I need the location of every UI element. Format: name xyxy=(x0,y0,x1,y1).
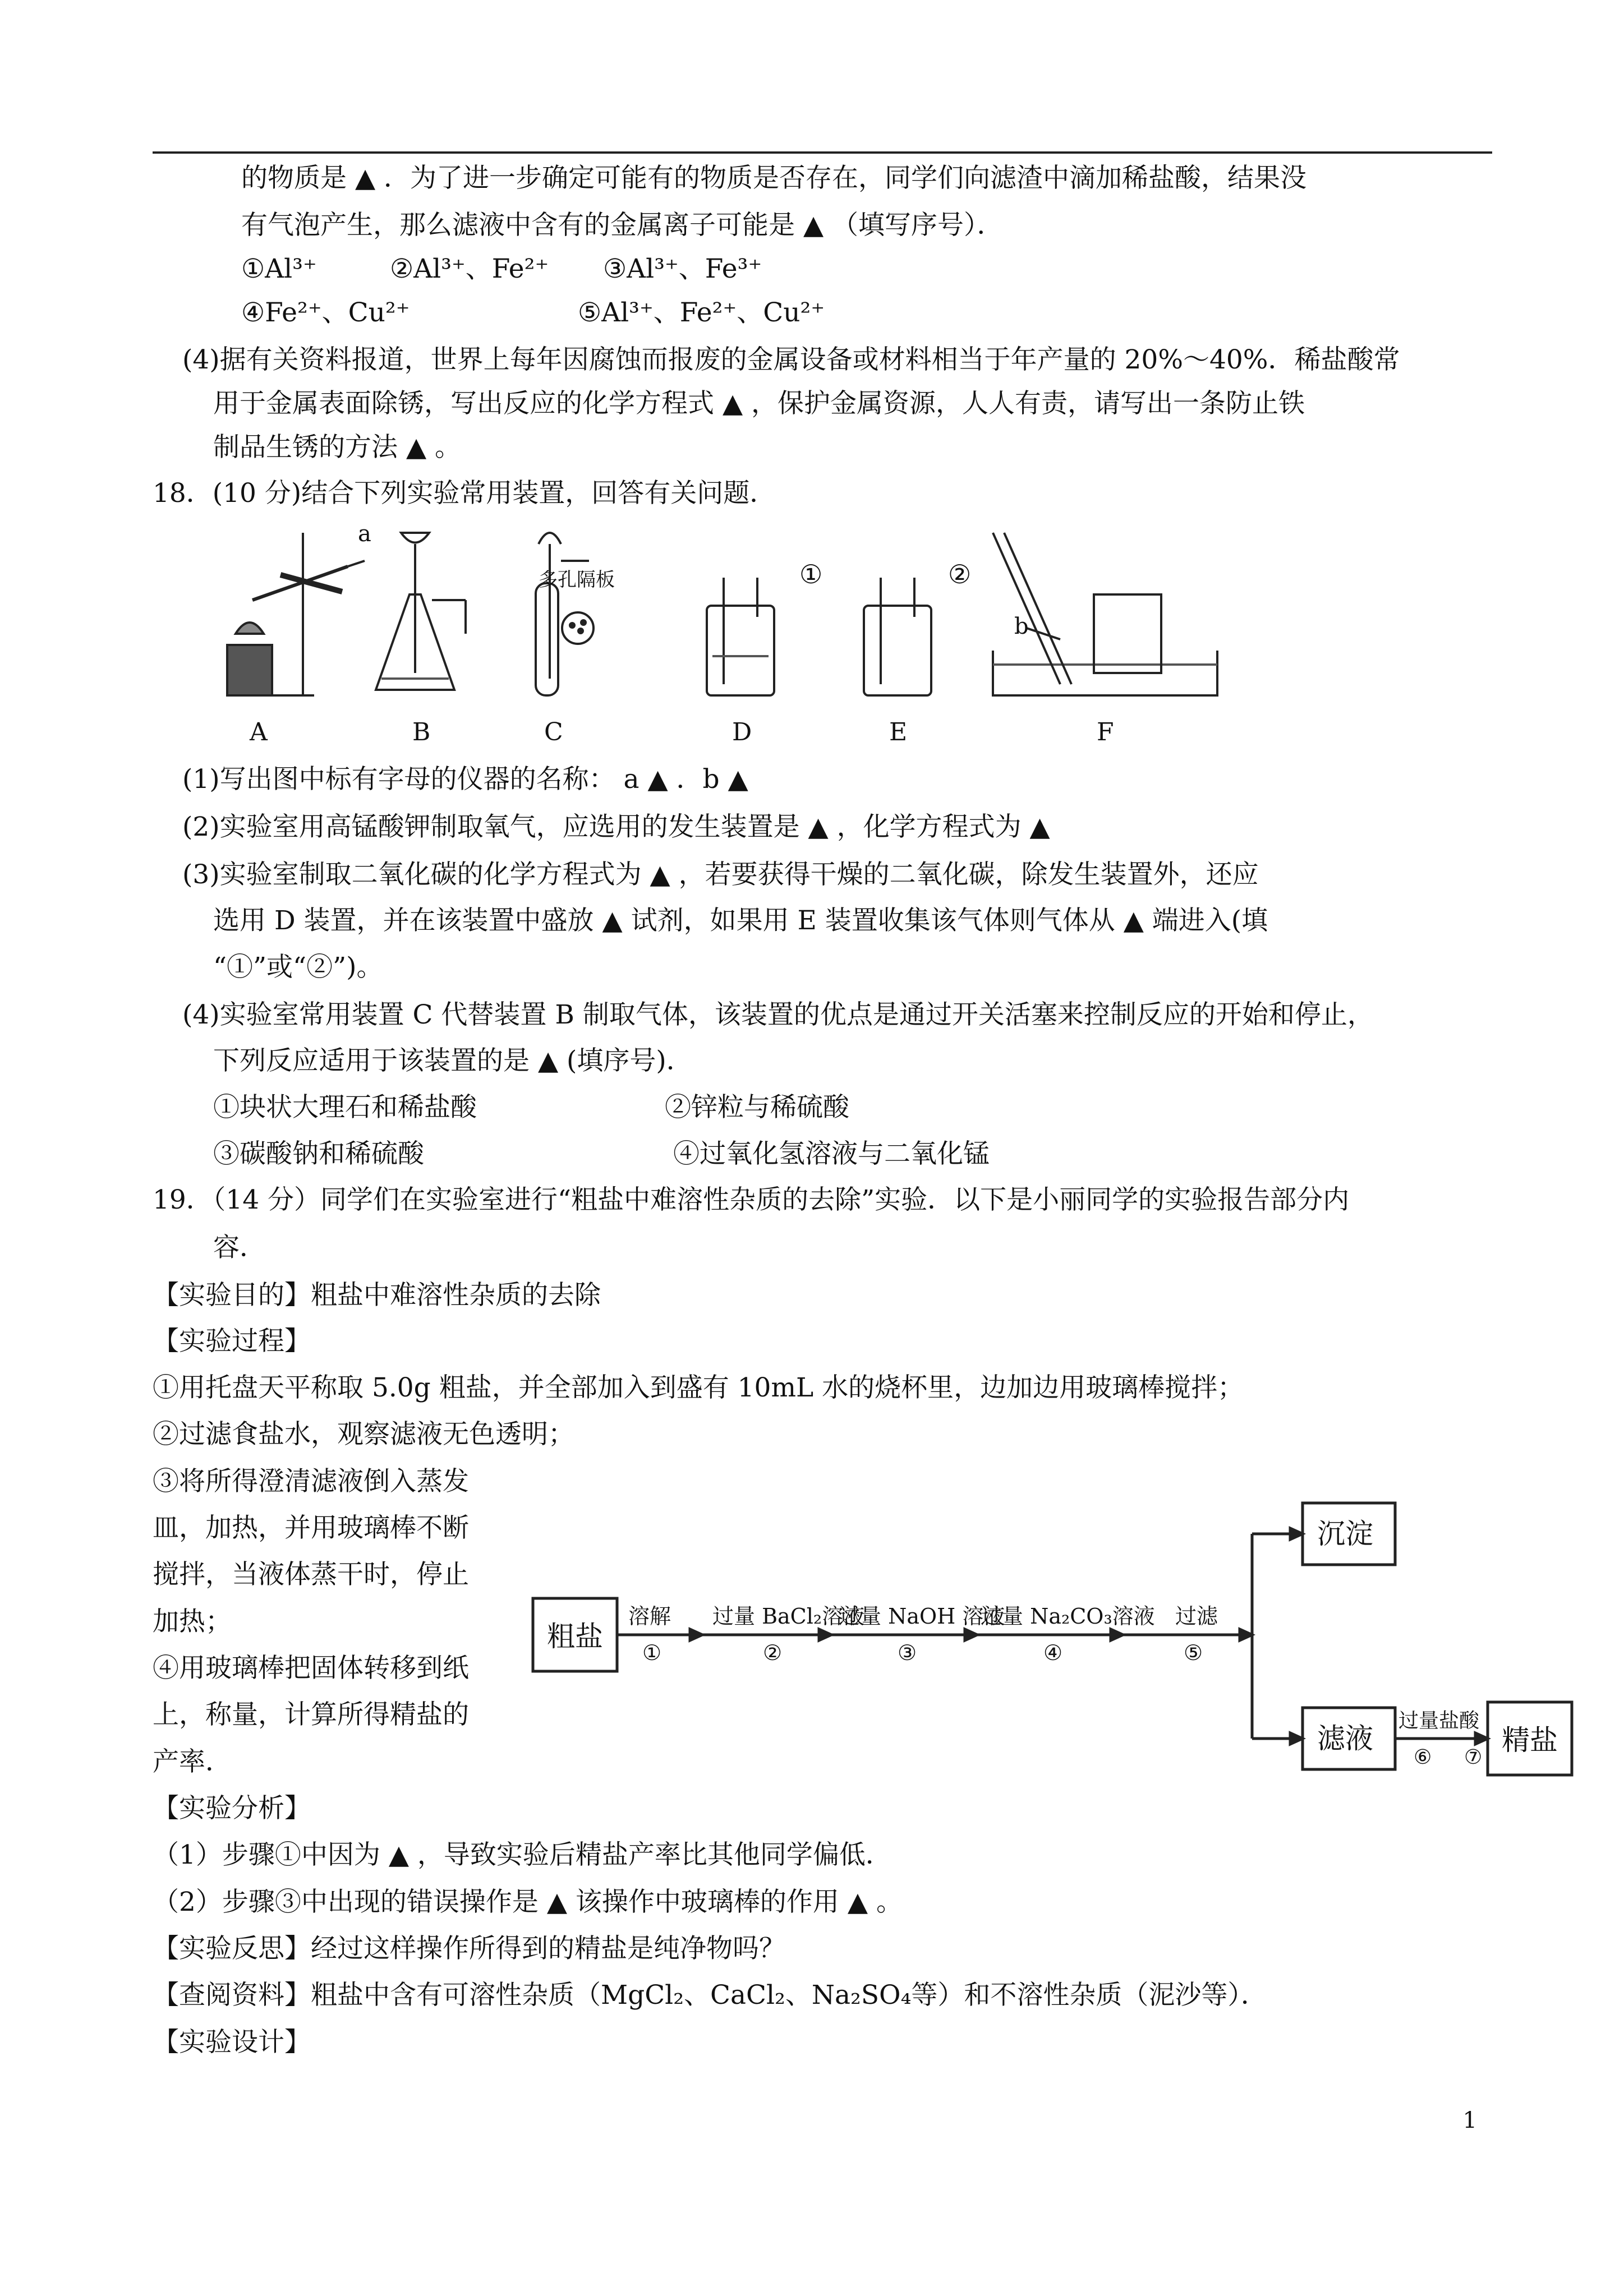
flow-step3-num: ③ xyxy=(898,1640,917,1665)
apparatus-c xyxy=(536,533,594,695)
mark-b: b xyxy=(1014,614,1029,639)
q19-purpose: 【实验目的】粗盐中难溶性杂质的去除 xyxy=(153,1280,601,1311)
flow-step6-num: ⑥ xyxy=(1414,1746,1432,1769)
flow-step3-label: 过量 NaOH 溶液 xyxy=(839,1604,1005,1629)
q19-reflection: 【实验反思】经过这样操作所得到的精盐是纯净物吗？ xyxy=(153,1933,785,1964)
apparatus-b xyxy=(376,533,466,690)
flow-step1-label: 溶解 xyxy=(628,1604,671,1629)
q17-part4-line1: (4)据有关资料报道，世界上每年因腐蚀而报废的金属设备或材料相当于年产量的 20%～40%．稀盐酸常 xyxy=(182,344,1400,375)
q18-part4-line2: 下列反应适用于该装置的是 ▲ (填序号)． xyxy=(213,1045,693,1076)
label-f: F xyxy=(1097,718,1114,746)
q18-title: 18．(10 分)结合下列实验常用装置，回答有关问题． xyxy=(153,478,776,509)
flow-fine-salt: 精盐 xyxy=(1502,1724,1558,1756)
q17-line2: 有气泡产生，那么滤液中含有的金属离子可能是 ▲ （填写序号）． xyxy=(241,210,1004,241)
q19-step4-line1: ④用玻璃棒把固体转移到纸 xyxy=(153,1653,469,1684)
mark-a: a xyxy=(358,522,371,547)
mark-port-1: ① xyxy=(799,559,823,589)
label-b: B xyxy=(412,718,431,746)
apparatus-a xyxy=(227,533,365,695)
q17-option-3: ③Al³⁺、Fe³⁺ xyxy=(603,253,762,284)
q17-part4-line2: 用于金属表面除锈，写出反应的化学方程式 ▲ ，保护金属资源，人人有责，请写出一条防止铁 xyxy=(213,388,1305,419)
q19-step4-line3: 产率． xyxy=(153,1746,232,1777)
q19-step3-line1: ③将所得澄清滤液倒入蒸发 xyxy=(153,1466,469,1497)
label-d: D xyxy=(732,718,752,746)
label-a: A xyxy=(250,718,268,746)
q19-step3-line4: 加热； xyxy=(153,1606,232,1637)
label-e: E xyxy=(889,718,908,746)
flow-step7-num: ⑦ xyxy=(1464,1746,1483,1769)
q19-process: 【实验过程】 xyxy=(153,1326,311,1357)
q19-title-line1: 19．（14 分）同学们在实验室进行“粗盐中难溶性杂质的去除”实验．以下是小丽同学的实验报告部分内 xyxy=(153,1184,1350,1215)
q18-option-1: ①块状大理石和稀盐酸 xyxy=(213,1092,477,1123)
q19-step4-line2: 上，称量，计算所得精盐的 xyxy=(153,1699,469,1730)
flow-step2-num: ② xyxy=(763,1640,783,1665)
label-c: C xyxy=(544,718,563,746)
q18-part4-line1: (4)实验室常用装置 C 代替装置 B 制取气体，该装置的优点是通过开关活塞来控制反应的开始和停止， xyxy=(182,999,1374,1030)
q17-line1: 的物质是 ▲ ．为了进一步确定可能有的物质是否存在，同学们向滤渣中滴加稀盐酸，结果没 xyxy=(241,163,1307,193)
plate-label: 多孔隔板 xyxy=(539,569,615,591)
flow-step4-num: ④ xyxy=(1043,1640,1063,1665)
q19-design: 【实验设计】 xyxy=(153,2027,311,2058)
q19-title-line2: 容． xyxy=(213,1232,266,1263)
flow-precipitate: 沉淀 xyxy=(1317,1518,1373,1550)
q19-info: 【查阅资料】粗盐中含有可溶性杂质（MgCl₂、CaCl₂、Na₂SO₄等）和不溶性杂质（泥沙等）． xyxy=(153,1980,1267,2011)
apparatus-e xyxy=(864,578,931,695)
q18-part3-line2: 选用 D 装置，并在该装置中盛放 ▲ 试剂，如果用 E 装置收集该气体则气体从 ▲ 端进入(填 xyxy=(213,905,1268,936)
flow-step4-label: 过量 Na₂CO₃溶液 xyxy=(981,1604,1155,1629)
q17-part4-line3: 制品生锈的方法 ▲ 。 xyxy=(213,432,462,463)
q19-analysis: 【实验分析】 xyxy=(153,1793,311,1824)
flow-step5-label: 过滤 xyxy=(1175,1604,1218,1629)
q17-option-5: ⑤Al³⁺、Fe²⁺、Cu²⁺ xyxy=(578,297,825,328)
header-rule xyxy=(153,151,1492,154)
flow-step2-label: 过量 BaCl₂溶液 xyxy=(712,1604,865,1629)
q19-step2: ②过滤食盐水，观察滤液无色透明； xyxy=(153,1419,574,1450)
process-flowchart xyxy=(527,1492,1582,1783)
q18-part1: (1)写出图中标有字母的仪器的名称： a ▲ ．b ▲ xyxy=(182,764,748,795)
flow-filtrate: 滤液 xyxy=(1317,1722,1373,1755)
q19-step3-line2: 皿，加热，并用玻璃棒不断 xyxy=(153,1513,469,1543)
flow-step6-label: 过量盐酸 xyxy=(1398,1709,1480,1732)
q19-analysis-2: （2）步骤③中出现的错误操作是 ▲ 该操作中玻璃棒的作用 ▲ 。 xyxy=(153,1887,903,1917)
q18-part2: (2)实验室用高锰酸钾制取氧气，应选用的发生装置是 ▲ ，化学方程式为 ▲ xyxy=(182,812,1050,842)
q18-option-4: ④过氧化氢溶液与二氧化锰 xyxy=(673,1138,990,1169)
q18-option-2: ②锌粒与稀硫酸 xyxy=(665,1092,849,1123)
apparatus-d xyxy=(707,578,774,695)
q18-option-3: ③碳酸钠和稀硫酸 xyxy=(213,1138,424,1169)
flow-step1-num: ① xyxy=(642,1640,662,1665)
q18-part3-line1: (3)实验室制取二氧化碳的化学方程式为 ▲ ，若要获得干燥的二氧化碳，除发生装置外，还应 xyxy=(182,859,1259,890)
flow-crude-salt: 粗盐 xyxy=(547,1620,603,1653)
q17-option-4: ④Fe²⁺、Cu²⁺ xyxy=(241,297,410,328)
mark-port-2: ② xyxy=(948,559,972,589)
q19-step1: ①用托盘天平称取 5.0g 粗盐，并全部加入到盛有 10mL 水的烧杯里，边加边用玻璃棒搅拌； xyxy=(153,1372,1244,1403)
q19-step3-line3: 搅拌，当液体蒸干时，停止 xyxy=(153,1559,469,1590)
flow-step5-num: ⑤ xyxy=(1184,1640,1203,1665)
q17-option-2: ②Al³⁺、Fe²⁺ xyxy=(390,253,549,284)
page-number: 1 xyxy=(1462,2108,1477,2133)
q19-analysis-1: （1）步骤①中因为 ▲ ，导致实验后精盐产率比其他同学偏低． xyxy=(153,1839,892,1870)
q17-option-1: ①Al³⁺ xyxy=(241,253,317,284)
q18-part3-line3: “①”或“②”)。 xyxy=(213,952,383,983)
apparatus-figure xyxy=(219,522,1240,746)
